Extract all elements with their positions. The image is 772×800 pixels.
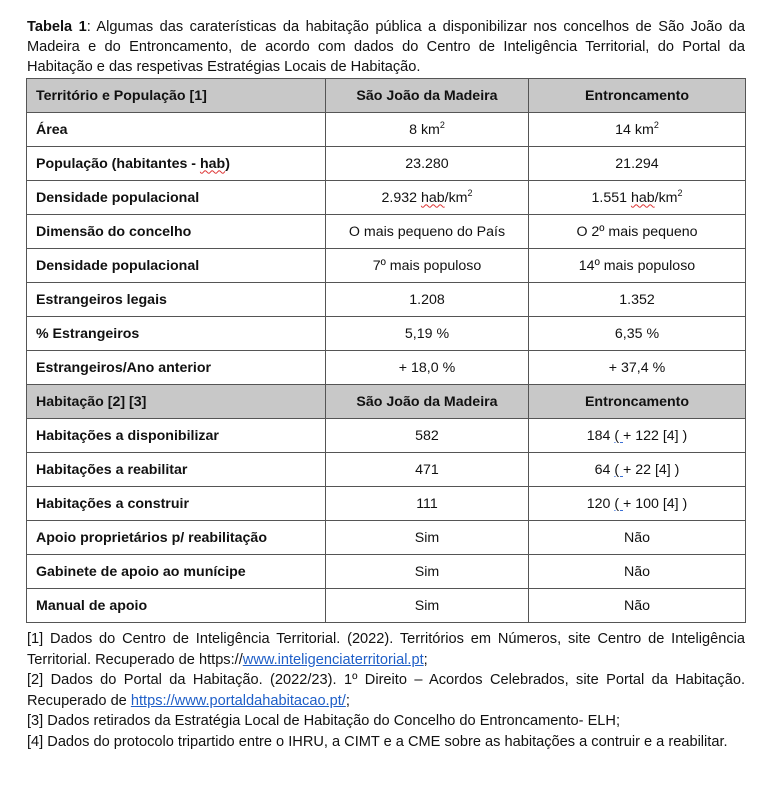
cell-sjm: Sim <box>326 521 529 555</box>
table-row <box>27 283 746 317</box>
cell-ent: Não <box>529 589 746 623</box>
row-label: População (habitantes - hab) <box>27 147 326 181</box>
row-label: Manual de apoio <box>27 589 326 623</box>
cell-sjm: O mais pequeno do País <box>326 215 529 249</box>
housing-table <box>26 78 746 623</box>
section-header-housing <box>27 385 746 419</box>
table-row <box>27 419 746 453</box>
spellcheck-word: hab <box>630 189 655 206</box>
table-row <box>27 147 746 181</box>
header-cell: Habitação [2] [3] <box>27 385 326 419</box>
table-row <box>27 487 746 521</box>
caption-text: : Algumas das caraterísticas da habitação pública a disponibilizar nos concelhos de São João da Madeira e do Entroncamento, de acordo com dados do Centro de Inteligência Territorial, do Portal da Habitação e das respetivas Estratégias Locais de Habitação. <box>27 19 745 75</box>
table-row <box>27 215 746 249</box>
row-label: Dimensão do concelho <box>27 215 326 249</box>
table-row <box>27 589 746 623</box>
cell-ent: 14 $km^2$ <box>529 113 746 147</box>
spellcheck-word: hab <box>420 189 445 206</box>
table-row <box>27 249 746 283</box>
link-inteligencia-territorial[interactable]: www.inteligenciaterritorial.pt <box>242 651 424 668</box>
cell-ent: 6,35 % <box>529 317 746 351</box>
cell-sjm: 471 <box>326 453 529 487</box>
row-label: Área <box>27 113 326 147</box>
cell-sjm: 582 <box>326 419 529 453</box>
row-label: Densidade populacional <box>27 249 326 283</box>
row-label: Habitações a disponibilizar <box>27 419 326 453</box>
cell-sjm: 2.932 hab/$km^2$ <box>326 181 529 215</box>
cell-sjm: 111 <box>326 487 529 521</box>
cell-ent: Não <box>529 555 746 589</box>
cell-ent: 184 ( + 122 [4] ) <box>529 419 746 453</box>
header-cell: Entroncamento <box>529 79 746 113</box>
cell-ent: 1.551 hab/$km^2$ <box>529 181 746 215</box>
footnotes <box>27 629 745 752</box>
row-label: % Estrangeiros <box>27 317 326 351</box>
section-header-territory <box>27 79 746 113</box>
table-row <box>27 113 746 147</box>
row-label: Estrangeiros legais <box>27 283 326 317</box>
cell-ent: Não <box>529 521 746 555</box>
cell-sjm: 7º mais populoso <box>326 249 529 283</box>
header-cell: São João da Madeira <box>326 385 529 419</box>
header-cell: Entroncamento <box>529 385 746 419</box>
footnote-2: [2] Dados do Portal da Habitação. (2022/23). 1º Direito – Acordos Celebrados, site Portal da Habitação. Recuperado de https://www.portaldahabitacao.pt/; <box>27 672 745 709</box>
cell-sjm: + 18,0 % <box>326 351 529 385</box>
cell-ent: 1.352 <box>529 283 746 317</box>
row-label: Densidade populacional <box>27 181 326 215</box>
cell-sjm: 8 $km^2$ <box>326 113 529 147</box>
spellcheck-word: hab <box>199 155 226 172</box>
table-caption <box>27 17 745 77</box>
row-label: Habitações a reabilitar <box>27 453 326 487</box>
header-cell: São João da Madeira <box>326 79 529 113</box>
caption-label: Tabela 1 <box>27 19 87 35</box>
footnote-1: [1] Dados do Centro de Inteligência Territorial. (2022). Territórios em Números, site Centro de Inteligência Territorial. Recuperado de https://www.inteligenciaterritorial.pt; <box>27 631 745 668</box>
cell-ent: 120 ( + 100 [4] ) <box>529 487 746 521</box>
table-row <box>27 453 746 487</box>
cell-ent: 14º mais populoso <box>529 249 746 283</box>
row-label: Gabinete de apoio ao munícipe <box>27 555 326 589</box>
table-row <box>27 317 746 351</box>
header-cell: Território e População [1] <box>27 79 326 113</box>
table-row <box>27 555 746 589</box>
row-label: Habitações a construir <box>27 487 326 521</box>
cell-sjm: 5,19 % <box>326 317 529 351</box>
footnote-4: [4] Dados do protocolo tripartido entre o IHRU, a CIMT e a CME sobre as habitações a contruir e a reabilitar. <box>27 733 728 750</box>
cell-sjm: Sim <box>326 555 529 589</box>
cell-ent: 21.294 <box>529 147 746 181</box>
cell-ent: + 37,4 % <box>529 351 746 385</box>
row-label: Estrangeiros/Ano anterior <box>27 351 326 385</box>
row-label: Apoio proprietários p/ reabilitação <box>27 521 326 555</box>
table-row <box>27 351 746 385</box>
cell-ent: 64 ( + 22 [4] ) <box>529 453 746 487</box>
cell-sjm: 1.208 <box>326 283 529 317</box>
table-row <box>27 181 746 215</box>
cell-sjm: 23.280 <box>326 147 529 181</box>
footnote-3: [3] Dados retirados da Estratégia Local de Habitação do Concelho do Entroncamento- ELH; <box>27 713 621 729</box>
cell-ent: O 2º mais pequeno <box>529 215 746 249</box>
link-portal-habitacao[interactable]: https://www.portaldahabitacao.pt/ <box>130 692 346 709</box>
table-row <box>27 521 746 555</box>
cell-sjm: Sim <box>326 589 529 623</box>
